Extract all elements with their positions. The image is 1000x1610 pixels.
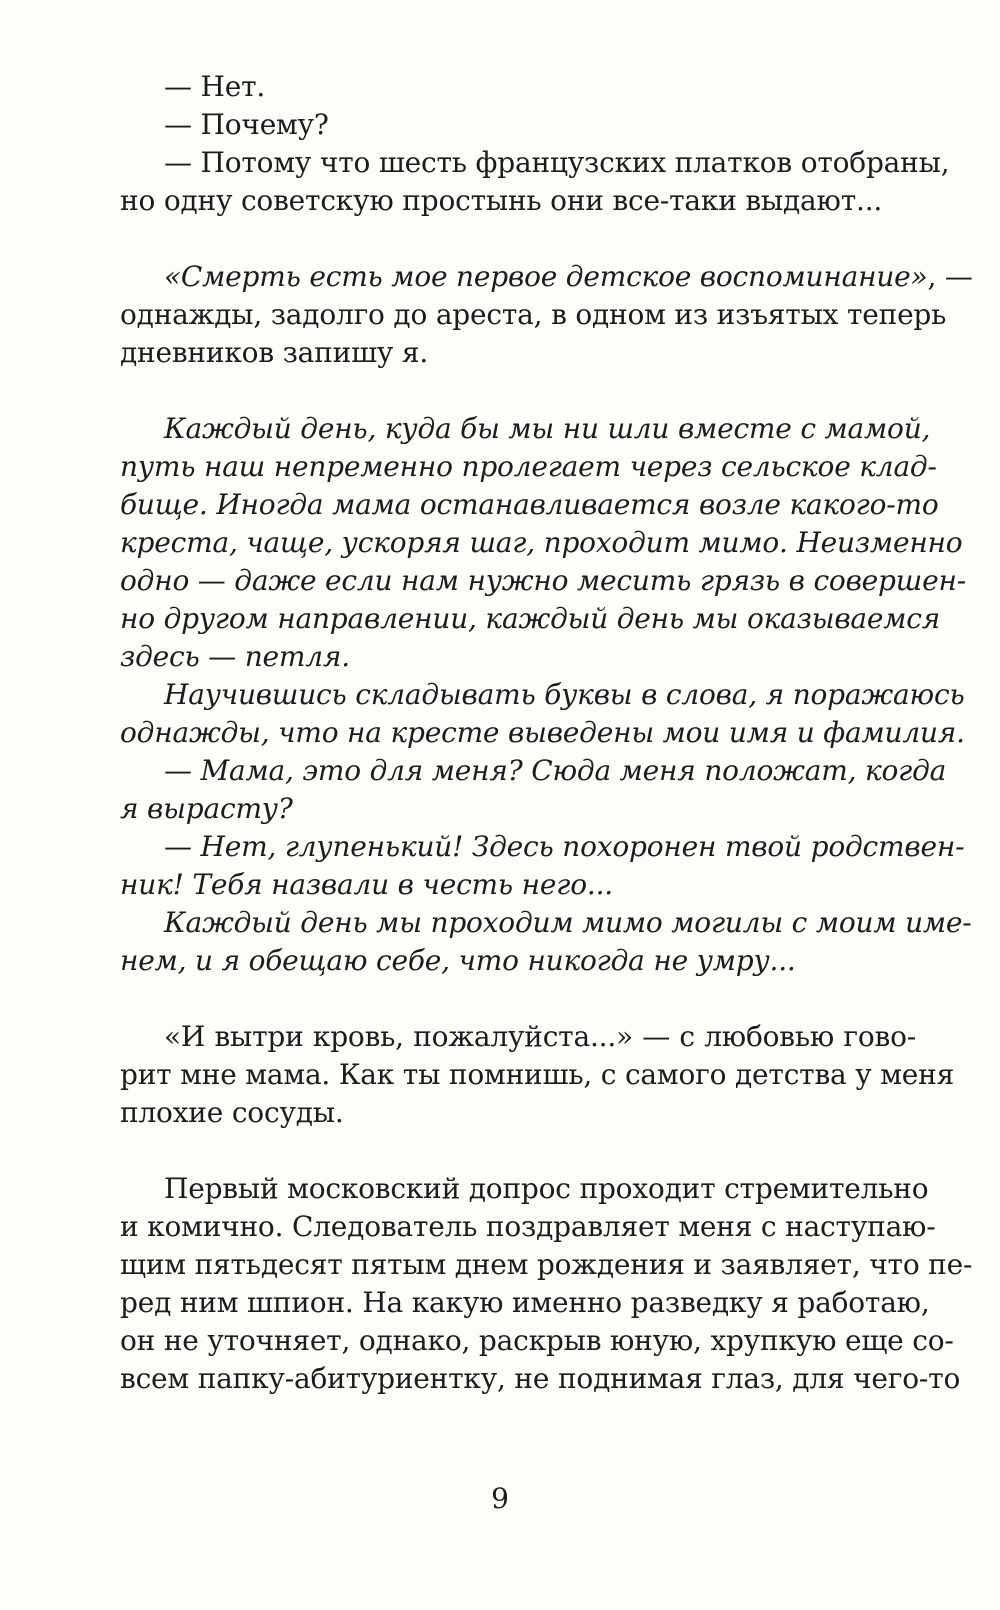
section-gap <box>120 372 916 410</box>
italic-line: я вырасту? <box>120 792 293 825</box>
quote-line <box>120 258 973 296</box>
text-line: «И вытри кровь, пожалуйста...» — с любовью гово- <box>164 1020 916 1053</box>
italic-line: однажды, что на кресте выведены мои имя и фамилия. <box>120 716 965 749</box>
section-gap <box>120 1132 916 1170</box>
dialogue-line: но одну советскую простынь они все-таки выдают... <box>120 184 883 217</box>
text-line: ред ним шпион. На какую именно разведку я работаю, <box>120 1286 930 1319</box>
dialogue-line: — Почему? <box>164 108 329 141</box>
italic-line: путь наш непременно пролегает через сельское клад- <box>120 450 937 483</box>
section-gap <box>120 980 916 1018</box>
italic-line: но другом направлении, каждый день мы оказываемся <box>120 602 941 635</box>
dialogue-line: — Нет. <box>164 70 266 103</box>
italic-line: Каждый день, куда бы мы ни шли вместе с мамой, <box>164 412 931 445</box>
italic-line: — Нет, глупенький! Здесь похоронен твой родствен- <box>164 830 965 863</box>
text-line: рит мне мама. Как ты помнишь, с самого детства у меня <box>120 1058 955 1091</box>
italic-line: Каждый день мы проходим мимо могилы с моим име- <box>164 906 972 939</box>
quote-italic-part: «Смерть есть мое первое детское воспоминание» <box>164 260 928 293</box>
italic-line: нем, и я обещаю себе, что никогда не умру... <box>120 944 796 977</box>
text-line: плохие сосуды. <box>120 1096 344 1129</box>
text-line: щим пятьдесят пятым днем рождения и заявляет, что пе- <box>120 1248 973 1281</box>
quote-dash-part: , — <box>927 260 973 293</box>
text-column <box>120 68 973 1398</box>
text-line: однажды, задолго до ареста, в одном из изъятых теперь <box>120 298 947 331</box>
text-line: дневников запишу я. <box>120 336 429 369</box>
italic-line: бище. Иногда мама останавливается возле какого-то <box>120 488 939 521</box>
italic-line: креста, чаще, ускоряя шаг, проходит мимо. Неизменно <box>120 526 963 559</box>
italic-line: ник! Тебя назвали в честь него... <box>120 868 613 901</box>
text-line: всем папку-абитуриентку, не поднимая глаз, для чего-то <box>120 1362 961 1395</box>
text-line: и комично. Следователь поздравляет меня с наступаю- <box>120 1210 936 1243</box>
section-gap <box>120 220 916 258</box>
text-line: Первый московский допрос проходит стремительно <box>164 1172 929 1205</box>
italic-line: Научившись складывать буквы в слова, я поражаюсь <box>164 678 965 711</box>
page-number: 9 <box>491 1482 509 1515</box>
italic-line: одно — даже если нам нужно месить грязь в совершен- <box>120 564 966 597</box>
dialogue-line: — Потому что шесть французских платков отобраны, <box>164 146 950 179</box>
italic-line: здесь — петля. <box>120 640 350 673</box>
italic-line: — Мама, это для меня? Сюда меня положат, когда <box>164 754 947 787</box>
text-line: он не уточняет, однако, раскрыв юную, хрупкую еще со- <box>120 1324 954 1357</box>
